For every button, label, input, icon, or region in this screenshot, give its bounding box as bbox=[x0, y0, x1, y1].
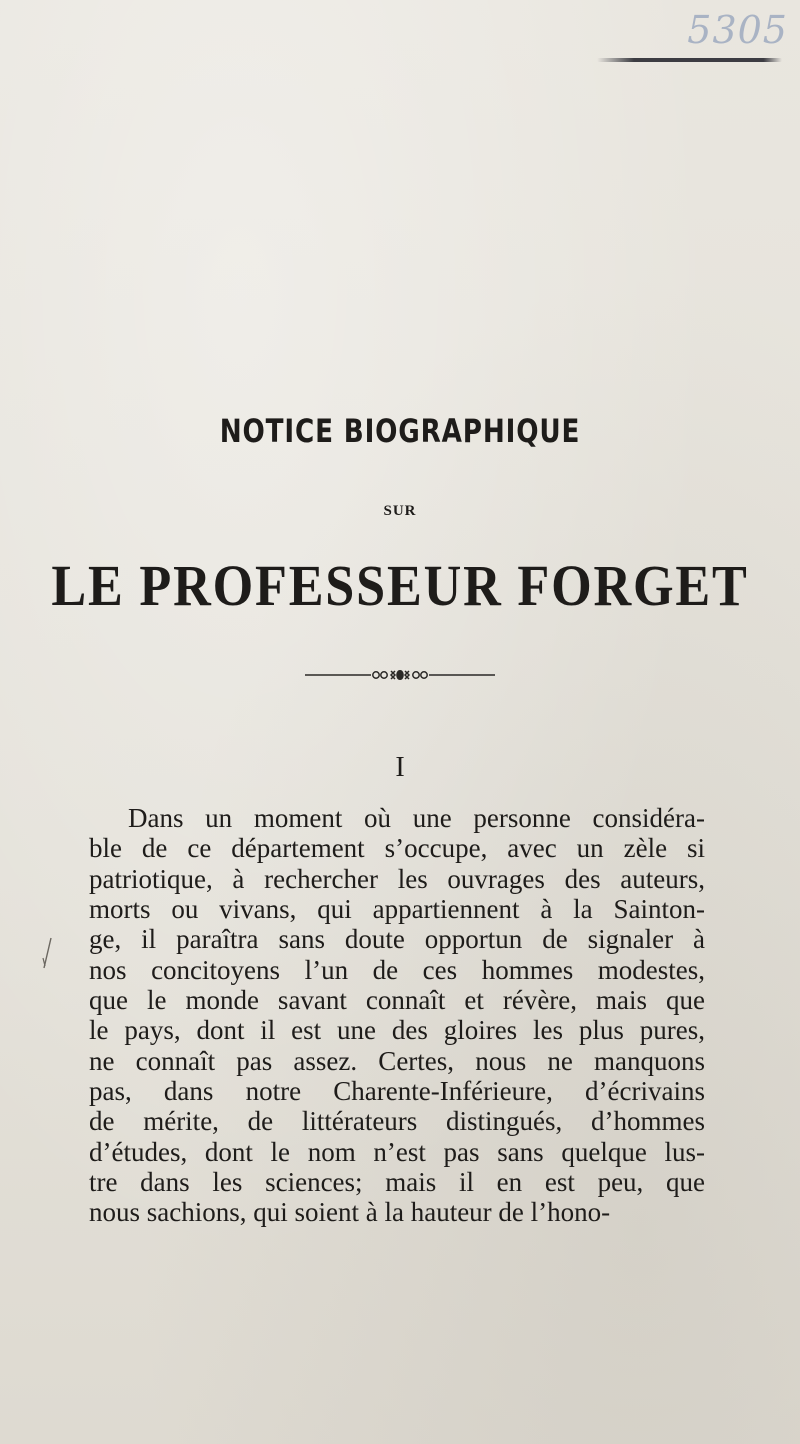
text-line: Dans un moment où une personne considéra- bbox=[128, 803, 705, 833]
text-line: ne connaît pas assez. Certes, nous ne manquons bbox=[89, 1046, 705, 1076]
text-line: nous sachions, qui soient à la hauteur de l’hono- bbox=[89, 1197, 611, 1227]
page-title: NOTICE BIOGRAPHIQUE bbox=[219, 412, 581, 450]
text-line: de mérite, de littérateurs distingués, d’hommes bbox=[89, 1106, 705, 1136]
text-line: ble de ce département s’occupe, avec un zèle si bbox=[89, 833, 705, 863]
section-number: I bbox=[395, 752, 405, 783]
text-line: le pays, dont il est une des gloires les plus pures, bbox=[89, 1015, 705, 1045]
text-line: que le monde savant connaît et révère, mais que bbox=[89, 985, 705, 1015]
text-line: ge, il paraîtra sans doute opportun de signaler à bbox=[89, 924, 705, 954]
shelfmark-underline bbox=[597, 58, 782, 62]
shelfmark-annotation: 5305 bbox=[687, 8, 788, 52]
text-line: patriotique, à rechercher les ouvrages des auteurs, bbox=[89, 864, 705, 894]
ornament-divider bbox=[305, 668, 495, 682]
text-line: nos concitoyens l’un de ces hommes modestes, bbox=[89, 955, 705, 985]
text-line: morts ou vivans, qui appartiennent à la Sainton- bbox=[89, 894, 705, 924]
text-line: pas, dans notre Charente-Inférieure, d’écrivains bbox=[89, 1076, 705, 1106]
subject-title: LE PROFESSEUR FORGET bbox=[51, 553, 749, 618]
text-line: d’études, dont le nom n’est pas sans quelque lus- bbox=[89, 1137, 705, 1167]
text-line: tre dans les sciences; mais il en est peu, que bbox=[89, 1167, 705, 1197]
title-preposition: SUR bbox=[383, 503, 417, 519]
pencil-mark bbox=[40, 936, 54, 970]
